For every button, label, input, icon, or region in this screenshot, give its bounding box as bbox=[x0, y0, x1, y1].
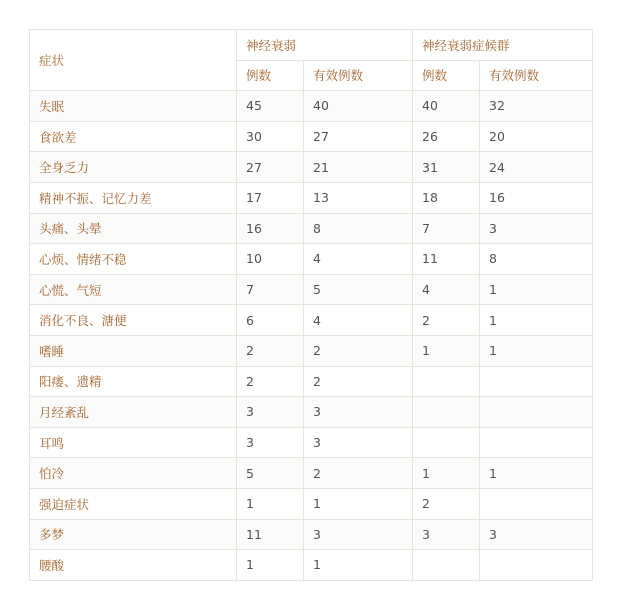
cell-g1-effective: 1 bbox=[304, 488, 413, 519]
cell-g1-effective: 13 bbox=[304, 182, 413, 213]
cell-g1-effective: 3 bbox=[304, 427, 413, 458]
cell-g2-cases: 4 bbox=[413, 274, 480, 305]
cell-g2-cases: 3 bbox=[413, 519, 480, 550]
cell-g1-effective: 3 bbox=[304, 397, 413, 428]
cell-g1-effective: 1 bbox=[304, 550, 413, 581]
cell-g1-effective: 3 bbox=[304, 519, 413, 550]
table-row bbox=[30, 244, 593, 275]
cell-g2-cases: 11 bbox=[413, 244, 480, 275]
cell-g2-cases bbox=[413, 550, 480, 581]
cell-symptom: 失眠 bbox=[30, 91, 237, 122]
header-group-neurasthenia-syndrome: 神经衰弱症候群 bbox=[413, 30, 593, 61]
cell-g2-cases bbox=[413, 366, 480, 397]
cell-g1-cases: 3 bbox=[237, 397, 304, 428]
cell-g1-cases: 2 bbox=[237, 335, 304, 366]
header-row-groups bbox=[30, 30, 593, 61]
cell-g1-cases: 2 bbox=[237, 366, 304, 397]
cell-g1-cases: 17 bbox=[237, 182, 304, 213]
table-row bbox=[30, 121, 593, 152]
cell-g1-cases: 10 bbox=[237, 244, 304, 275]
cell-g2-cases: 2 bbox=[413, 488, 480, 519]
cell-g2-cases bbox=[413, 397, 480, 428]
cell-g1-cases: 16 bbox=[237, 213, 304, 244]
table-row bbox=[30, 274, 593, 305]
cell-g1-cases: 27 bbox=[237, 152, 304, 183]
cell-symptom: 食欲差 bbox=[30, 121, 237, 152]
cell-symptom: 头痛、头晕 bbox=[30, 213, 237, 244]
cell-g2-effective: 16 bbox=[480, 182, 593, 213]
cell-g1-cases: 7 bbox=[237, 274, 304, 305]
table-row bbox=[30, 397, 593, 428]
cell-symptom: 消化不良、溏便 bbox=[30, 305, 237, 336]
cell-g1-effective: 8 bbox=[304, 213, 413, 244]
cell-g1-effective: 2 bbox=[304, 335, 413, 366]
cell-g2-effective bbox=[480, 366, 593, 397]
cell-g2-effective: 1 bbox=[480, 335, 593, 366]
cell-g1-effective: 40 bbox=[304, 91, 413, 122]
cell-symptom: 精神不振、记忆力差 bbox=[30, 182, 237, 213]
cell-g2-effective bbox=[480, 550, 593, 581]
cell-symptom: 嗜睡 bbox=[30, 335, 237, 366]
cell-g2-effective: 1 bbox=[480, 305, 593, 336]
table-row bbox=[30, 550, 593, 581]
cell-g1-effective: 2 bbox=[304, 366, 413, 397]
cell-g1-cases: 45 bbox=[237, 91, 304, 122]
table-body bbox=[30, 91, 593, 581]
table-row bbox=[30, 152, 593, 183]
cell-g2-cases: 7 bbox=[413, 213, 480, 244]
header-group-neurasthenia: 神经衰弱 bbox=[237, 30, 413, 61]
header-g2-effective: 有效例数 bbox=[480, 60, 593, 91]
cell-symptom: 耳鸣 bbox=[30, 427, 237, 458]
cell-symptom: 强迫症状 bbox=[30, 488, 237, 519]
cell-g2-cases: 18 bbox=[413, 182, 480, 213]
table-row bbox=[30, 366, 593, 397]
table-row bbox=[30, 427, 593, 458]
table-row bbox=[30, 488, 593, 519]
cell-g2-effective: 1 bbox=[480, 274, 593, 305]
header-g1-cases: 例数 bbox=[237, 60, 304, 91]
cell-g1-effective: 2 bbox=[304, 458, 413, 489]
cell-g1-effective: 21 bbox=[304, 152, 413, 183]
cell-symptom: 月经紊乱 bbox=[30, 397, 237, 428]
header-g2-cases: 例数 bbox=[413, 60, 480, 91]
cell-symptom: 阳痿、遗精 bbox=[30, 366, 237, 397]
cell-g2-effective bbox=[480, 488, 593, 519]
cell-g2-cases: 1 bbox=[413, 458, 480, 489]
table-row bbox=[30, 458, 593, 489]
table-row bbox=[30, 305, 593, 336]
cell-g1-cases: 11 bbox=[237, 519, 304, 550]
header-symptom: 症状 bbox=[30, 30, 237, 91]
cell-g2-cases: 2 bbox=[413, 305, 480, 336]
cell-symptom: 腰酸 bbox=[30, 550, 237, 581]
cell-g1-cases: 6 bbox=[237, 305, 304, 336]
table-row bbox=[30, 91, 593, 122]
cell-g1-cases: 1 bbox=[237, 550, 304, 581]
table-row bbox=[30, 519, 593, 550]
cell-g1-cases: 1 bbox=[237, 488, 304, 519]
table-row bbox=[30, 213, 593, 244]
cell-g1-cases: 3 bbox=[237, 427, 304, 458]
cell-g2-effective: 20 bbox=[480, 121, 593, 152]
table-row bbox=[30, 182, 593, 213]
cell-symptom: 心烦、情绪不稳 bbox=[30, 244, 237, 275]
cell-symptom: 多梦 bbox=[30, 519, 237, 550]
cell-g1-effective: 4 bbox=[304, 305, 413, 336]
table-header bbox=[30, 30, 593, 91]
cell-symptom: 怕冷 bbox=[30, 458, 237, 489]
cell-g2-effective: 32 bbox=[480, 91, 593, 122]
cell-g2-effective: 3 bbox=[480, 213, 593, 244]
cell-g1-effective: 4 bbox=[304, 244, 413, 275]
cell-g2-cases: 31 bbox=[413, 152, 480, 183]
cell-symptom: 全身乏力 bbox=[30, 152, 237, 183]
cell-g2-cases: 1 bbox=[413, 335, 480, 366]
cell-symptom: 心慌、气短 bbox=[30, 274, 237, 305]
header-g1-effective: 有效例数 bbox=[304, 60, 413, 91]
cell-g2-effective: 1 bbox=[480, 458, 593, 489]
cell-g2-effective: 24 bbox=[480, 152, 593, 183]
cell-g2-effective bbox=[480, 427, 593, 458]
cell-g2-cases: 40 bbox=[413, 91, 480, 122]
table-row bbox=[30, 335, 593, 366]
cell-g2-effective: 8 bbox=[480, 244, 593, 275]
cell-g2-effective bbox=[480, 397, 593, 428]
symptom-table bbox=[29, 29, 593, 581]
cell-g1-effective: 5 bbox=[304, 274, 413, 305]
cell-g1-effective: 27 bbox=[304, 121, 413, 152]
cell-g2-effective: 3 bbox=[480, 519, 593, 550]
cell-g2-cases bbox=[413, 427, 480, 458]
cell-g2-cases: 26 bbox=[413, 121, 480, 152]
symptom-table-container bbox=[29, 29, 592, 581]
cell-g1-cases: 5 bbox=[237, 458, 304, 489]
cell-g1-cases: 30 bbox=[237, 121, 304, 152]
